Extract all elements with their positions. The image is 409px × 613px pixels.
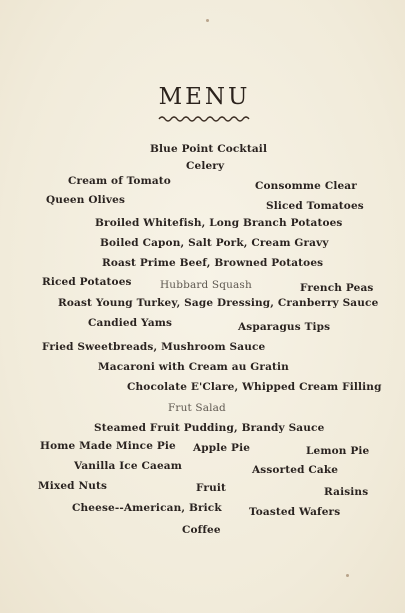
menu-item-lemon-pie: Lemon Pie <box>306 445 370 457</box>
menu-item-macaroni: Macaroni with Cream au Gratin <box>98 361 289 373</box>
menu-item-riced-potatoes: Riced Potatoes <box>42 276 132 288</box>
menu-item-raisins: Raisins <box>324 486 369 498</box>
menu-item-vanilla-ice-caeam: Vanilla Ice Caeam <box>74 460 182 472</box>
wavy-line-ornament-icon <box>158 114 250 124</box>
menu-item-coffee: Coffee <box>182 524 221 536</box>
menu-item-celery: Celery <box>186 160 225 172</box>
menu-item-blue-point-cocktail: Blue Point Cocktail <box>150 143 268 155</box>
menu-item-mixed-nuts: Mixed Nuts <box>38 480 108 492</box>
menu-item-assorted-cake: Assorted Cake <box>252 464 339 476</box>
menu-title: MENU <box>158 84 251 110</box>
menu-item-asparagus-tips: Asparagus Tips <box>238 321 331 333</box>
menu-item-broiled-whitefish: Broiled Whitefish, Long Branch Potatoes <box>95 217 343 229</box>
menu-item-sliced-tomatoes: Sliced Tomatoes <box>266 200 364 212</box>
menu-item-frut-salad: Frut Salad <box>168 402 226 414</box>
paper-speck <box>346 574 349 577</box>
menu-item-chocolate-eclare: Chocolate E'Clare, Whipped Cream Filling <box>127 381 382 393</box>
menu-item-roast-young-turkey: Roast Young Turkey, Sage Dressing, Cranberry Sauce <box>58 297 379 309</box>
paper-speck <box>206 19 209 22</box>
menu-item-toasted-wafers: Toasted Wafers <box>249 506 341 518</box>
menu-item-consomme-clear: Consomme Clear <box>255 180 357 192</box>
menu-item-cream-of-tomato: Cream of Tomato <box>68 175 171 187</box>
menu-item-home-made-mince-pie: Home Made Mince Pie <box>40 440 176 452</box>
menu-item-hubbard-squash: Hubbard Squash <box>160 279 252 291</box>
menu-item-steamed-fruit-pudding: Steamed Fruit Pudding, Brandy Sauce <box>94 422 325 434</box>
menu-item-queen-olives: Queen Olives <box>46 194 126 206</box>
menu-item-apple-pie: Apple Pie <box>193 442 251 454</box>
menu-item-french-peas: French Peas <box>300 282 374 294</box>
menu-item-candied-yams: Candied Yams <box>88 317 173 329</box>
menu-item-boiled-capon: Boiled Capon, Salt Pork, Cream Gravy <box>100 237 329 249</box>
menu-item-cheese: Cheese--American, Brick <box>72 502 222 514</box>
menu-item-fruit: Fruit <box>196 482 227 494</box>
menu-item-fried-sweetbreads: Fried Sweetbreads, Mushroom Sauce <box>42 341 266 353</box>
menu-item-roast-prime-beef: Roast Prime Beef, Browned Potatoes <box>102 257 324 269</box>
